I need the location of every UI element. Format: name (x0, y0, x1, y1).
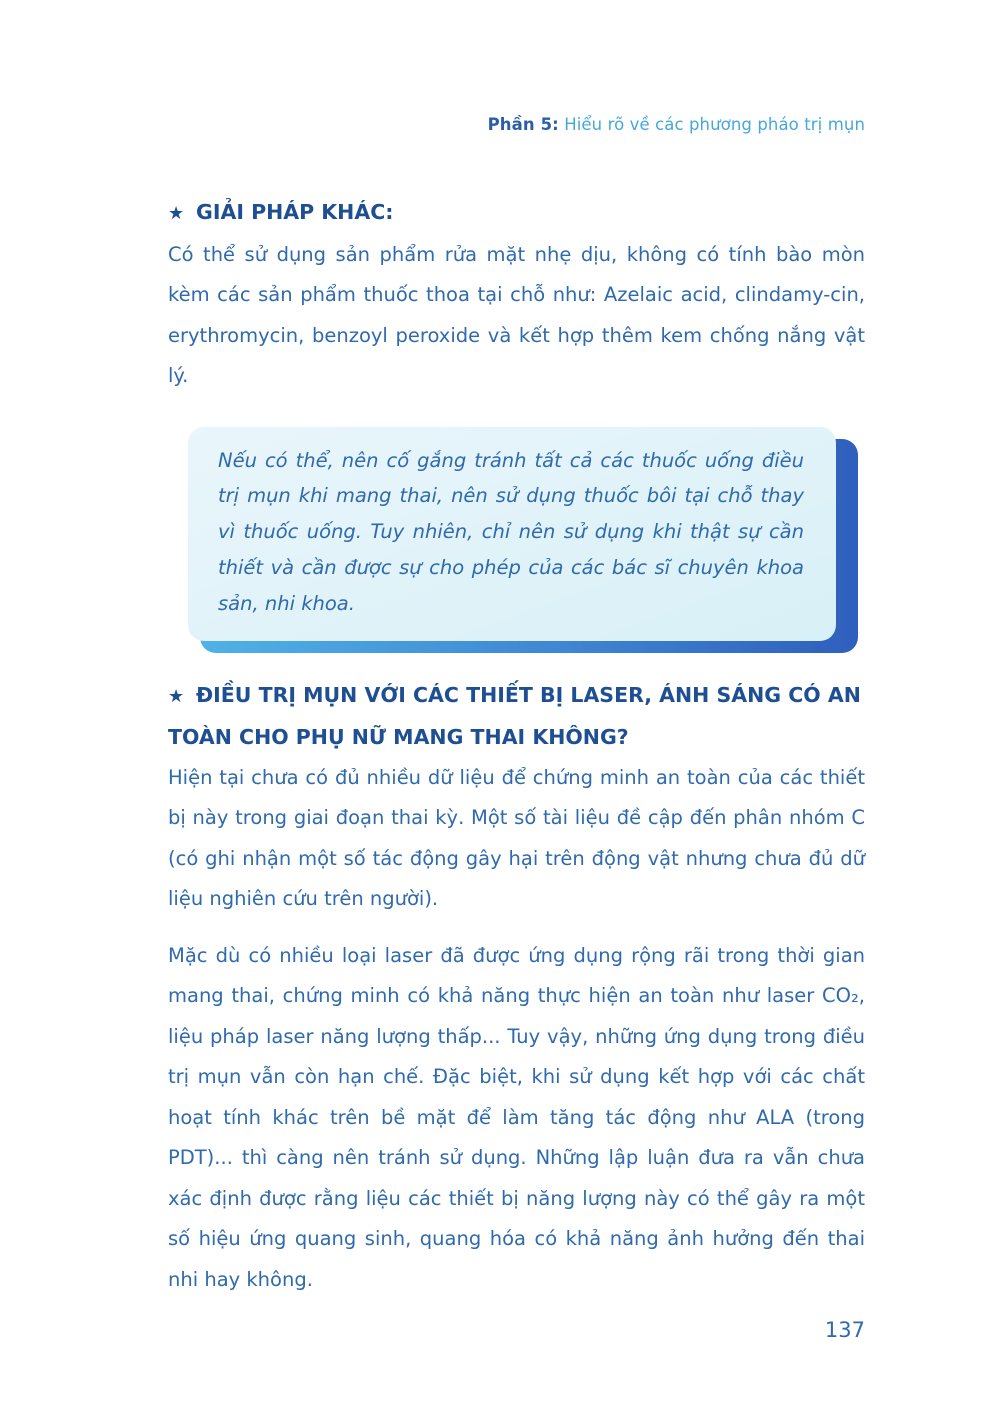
body-paragraph: Có thể sử dụng sản phẩm rửa mặt nhẹ dịu, không có tính bào mòn kèm các sản phẩm thuốc thoa tại chỗ như: Azelaic acid, clindamy-cin, erythromycin, benzoyl peroxide và kết hợp thêm kem chống nắng vật lý. (168, 242, 865, 387)
callout-box (188, 427, 846, 645)
page-content (168, 192, 865, 1300)
star-icon: ★ (168, 203, 185, 224)
callout-panel (188, 427, 836, 641)
paragraph-spacer (168, 920, 865, 936)
running-header (488, 115, 865, 134)
running-header-title: Hiểu rõ về các phương pháo trị mụn (564, 115, 865, 134)
body-paragraph: Hiện tại chưa có đủ nhiều dữ liệu để chứng minh an toàn của các thiết bị này trong giai đoạn thai kỳ. Một số tài liệu đề cập đến phân nhóm C (có ghi nhận một số tác động gây hại trên động vật nhưng chưa đủ dữ liệu nghiên cứu trên người). (168, 765, 865, 910)
running-header-part: Phần 5: (487, 115, 559, 134)
section-heading-other-solutions (168, 192, 865, 235)
callout-text: Nếu có thể, nên cố gắng tránh tất cả các thuốc uống điều trị mụn khi mang thai, nên sử dụng thuốc bôi tại chỗ thay vì thuốc uống. Tuy nhiên, chỉ nên sử dụng khi thật sự cần thiết và cần được sự cho phép của các bác sĩ chuyên khoa sản, nhi khoa. (218, 448, 804, 615)
body-paragraph: Mặc dù có nhiều loại laser đã được ứng dụng rộng rãi trong thời gian mang thai, chứng minh có khả năng thực hiện an toàn như laser CO₂, liệu pháp laser năng lượng thấp... Tuy vậy, những ứng dụng trong điều trị mụn vẫn còn hạn chế. Đặc biệt, khi sử dụng kết hợp với các chất hoạt tính khác trên bề mặt để làm tăng tác động như ALA (trong PDT)... thì càng nên tránh sử dụng. Những lập luận đưa ra vẫn chưa xác định được rằng liệu các thiết bị năng lượng này có thể gây ra một số hiệu ứng quang sinh, quang hóa có khả năng ảnh hưởng đến thai nhi hay không. (168, 943, 865, 1291)
section-heading-laser-safety (168, 675, 865, 758)
star-icon: ★ (168, 685, 185, 707)
section-heading-text: GIẢI PHÁP KHÁC: (196, 200, 394, 224)
page-number: 137 (824, 1318, 865, 1342)
section-heading-text: ĐIỀU TRỊ MỤN VỚI CÁC THIẾT BỊ LASER, ÁNH SÁNG CÓ AN TOÀN CHO PHỤ NỮ MANG THAI KHÔNG? (168, 682, 861, 749)
